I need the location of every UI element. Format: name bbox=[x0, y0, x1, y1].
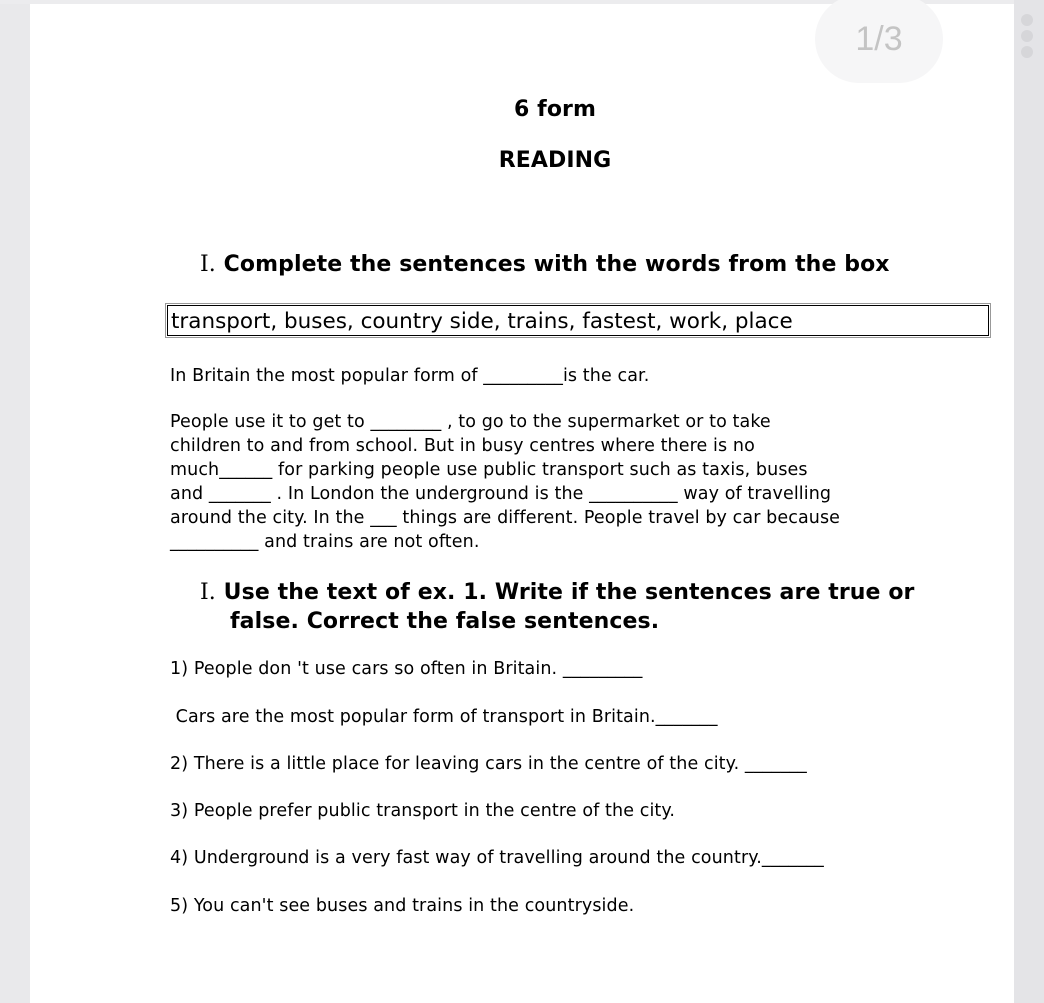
paragraph-line: children to and from school. But in busy centres where there is no bbox=[170, 436, 755, 456]
paragraph-line: People use it to get to ________ , to go to the supermarket or to take bbox=[170, 412, 771, 432]
statement: 1) People don 't use cars so often in Britain. _________ bbox=[170, 659, 643, 679]
statement: 5) You can't see buses and trains in the countryside. bbox=[170, 896, 635, 916]
form-label: 6 form bbox=[513, 97, 597, 122]
exercise-heading: Complete the sentences with the words from the box bbox=[223, 252, 890, 277]
paragraph-line: __________ and trains are not often. bbox=[170, 532, 480, 552]
statement: 4) Underground is a very fast way of travelling around the country._______ bbox=[170, 848, 824, 868]
menu-dot-icon[interactable] bbox=[1021, 14, 1033, 26]
paragraph-line: and _______ . In London the underground is the __________ way of travelling bbox=[170, 484, 832, 504]
page-indicator: 1/3 bbox=[815, 0, 943, 83]
menu-dot-icon[interactable] bbox=[1021, 30, 1033, 42]
statement: Cars are the most popular form of transport in Britain._______ bbox=[170, 707, 718, 727]
paragraph-line: much______ for parking people use public transport such as taxis, buses bbox=[170, 460, 808, 480]
doc-title: READING bbox=[498, 148, 612, 173]
exercise-number: I. bbox=[200, 252, 216, 277]
sentence: In Britain the most popular form of _________is the car. bbox=[170, 366, 650, 386]
statement: 3) People prefer public transport in the centre of the city. bbox=[170, 801, 675, 821]
word-box: transport, buses, country side, trains, fastest, work, place bbox=[167, 305, 989, 336]
exercise-heading: Use the text of ex. 1. Write if the sentences are true or bbox=[223, 580, 915, 605]
menu-dot-icon[interactable] bbox=[1021, 46, 1033, 58]
statement: 2) There is a little place for leaving cars in the centre of the city. _______ bbox=[170, 754, 807, 774]
exercise-number: I. bbox=[200, 580, 216, 605]
exercise-heading-cont: false. Correct the false sentences. bbox=[230, 609, 660, 634]
paragraph-line: around the city. In the ___ things are different. People travel by car because bbox=[170, 508, 841, 528]
